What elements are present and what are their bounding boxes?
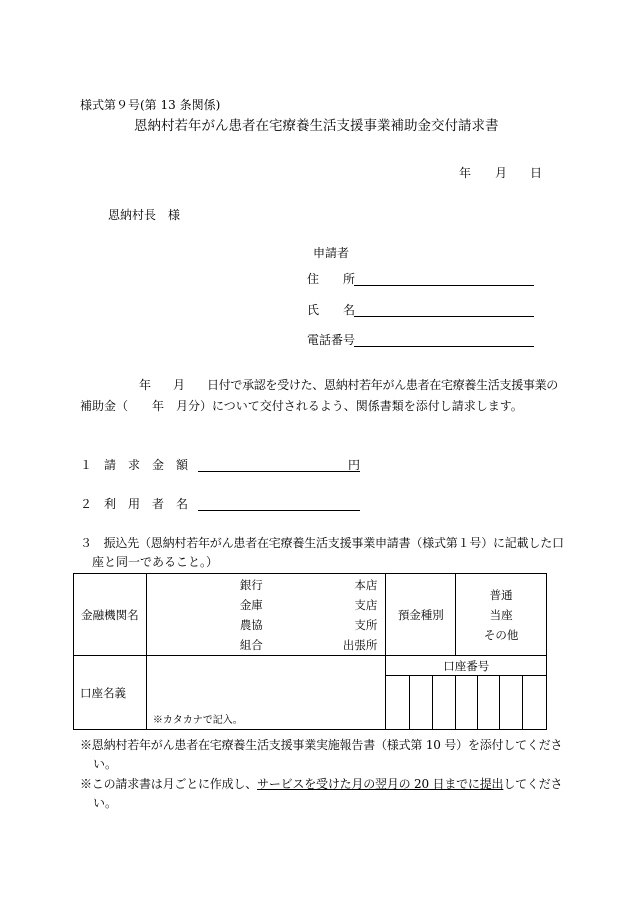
branch-type-sub: 支所: [354, 617, 378, 632]
katakana-note: ※カタカナで記入。: [152, 715, 243, 726]
user-name-field[interactable]: [198, 497, 360, 511]
account-digit-1[interactable]: [386, 676, 410, 730]
bank-type-kumiai: 組合: [239, 637, 263, 652]
bank-type-bank: 銀行: [239, 577, 263, 592]
page-title: 恩納村若年がん患者在宅療養生活支援事業補助金交付請求書: [134, 118, 499, 134]
date-year-label: 年: [459, 166, 472, 180]
note2-line2: い。: [93, 796, 118, 810]
bank-type-nokyo: 農協: [239, 617, 263, 632]
deposit-type-other: その他: [483, 627, 519, 642]
body-month: 月: [173, 378, 186, 392]
note2-end: してくださ: [503, 777, 563, 791]
bank-table: [73, 573, 547, 730]
body-line1: 日付で承認を受けた、恩納村若年がん患者在宅療養生活支援事業の: [207, 378, 559, 392]
amount-field[interactable]: [198, 458, 360, 472]
account-digit-6[interactable]: [500, 676, 523, 730]
branch-type-main: 本店: [354, 577, 378, 592]
item3-line1: ３ 振込先（恩納村若年がん患者在宅療養生活支援事業申請書（様式第１号）に記載した口: [80, 536, 564, 550]
form-number: 様式第９号(第 13 条関係): [80, 98, 221, 112]
account-digit-7[interactable]: [523, 676, 547, 730]
account-digit-5[interactable]: [478, 676, 500, 730]
note1-line1: ※恩納村若年がん患者在宅療養生活支援事業実施報告書（様式第 10 号）を添付してくださ: [80, 738, 563, 752]
institution-cell[interactable]: [146, 574, 386, 656]
deposit-type-ordinary: 普通: [489, 587, 513, 602]
account-holder-label: 口座名義: [74, 656, 147, 730]
bank-type-shinkin: 金庫: [239, 597, 263, 612]
deposit-type-label: 預金種別: [386, 574, 456, 656]
branch-type-office: 出張所: [342, 637, 378, 652]
body-line2-start: 補助金（: [80, 399, 129, 413]
deposit-type-cell[interactable]: [456, 574, 547, 656]
item1-label: １ 請 求 金 額: [80, 458, 189, 472]
institution-label: 金融機関名: [74, 574, 147, 656]
yen-unit: 円: [347, 458, 360, 472]
note1-line2: い。: [93, 757, 118, 771]
account-digit-2[interactable]: [410, 676, 433, 730]
phone-label: 電話番号: [307, 333, 356, 347]
date-day-label: 日: [530, 166, 543, 180]
note2-line1: [80, 777, 562, 791]
account-holder-field[interactable]: [146, 656, 386, 730]
account-number-label: 口座番号: [386, 656, 547, 676]
account-digit-3[interactable]: [433, 676, 456, 730]
address-field[interactable]: [354, 272, 534, 286]
body-year: 年: [139, 378, 152, 392]
address-label: 住 所: [307, 272, 356, 286]
item2-label: ２ 利 用 者 名: [80, 497, 189, 511]
addressee: 恩納村長 様: [108, 208, 181, 222]
applicant-heading: 申請者: [313, 246, 350, 260]
item3-line2: 座と同一であること。）: [92, 555, 219, 569]
deposit-type-checking: 当座: [489, 607, 513, 622]
phone-field[interactable]: [354, 333, 534, 347]
branch-type-branch: 支店: [354, 597, 378, 612]
name-field[interactable]: [354, 303, 534, 317]
note2-start: ※この請求書は月ごとに作成し、: [80, 777, 258, 791]
body-line2-year: 年: [152, 399, 165, 413]
name-label: 氏 名: [307, 303, 356, 317]
body-line2-end: 月分）について交付されるよう、関係書類を添付し請求します。: [176, 399, 523, 413]
account-digit-4[interactable]: [456, 676, 478, 730]
note2-deadline: サービスを受けた月の翌月の 20 日までに提出: [257, 777, 504, 791]
date-month-label: 月: [495, 166, 508, 180]
